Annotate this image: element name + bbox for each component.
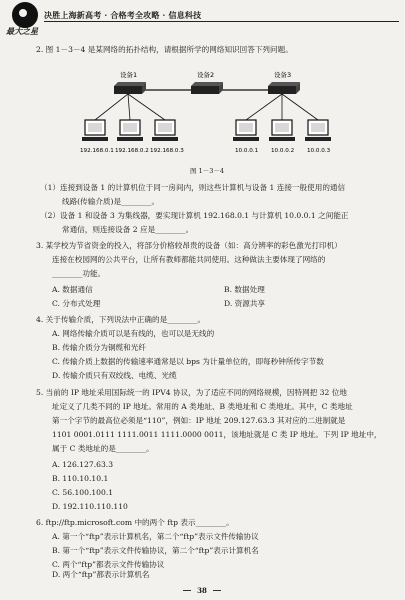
option-c: C. 两个“ftp”都表示文件传输协议 xyxy=(52,560,165,569)
computer-icon xyxy=(82,120,108,141)
host-label: 10.0.0.3 xyxy=(307,148,331,154)
computer-icon xyxy=(269,120,295,141)
option-b: B. 110.10.10.1 xyxy=(52,474,109,483)
option-b: B. 传输介质分为铜缆和光纤 xyxy=(52,343,146,352)
question-5-line: 5. 当前的 IP 地址采用国际统一的 IPV4 协议，为了适应不同的网络规模，因特网把 32 位地 xyxy=(36,388,347,397)
header-divider xyxy=(44,21,399,22)
option-d: D. 资源共享 xyxy=(224,299,266,308)
option-b: B. 数据处理 xyxy=(224,285,265,294)
option-d: D. 两个“ftp”都表示计算机名 xyxy=(52,570,150,579)
device-1 xyxy=(114,82,146,94)
host-label: 192.168.0.1 xyxy=(80,148,114,154)
page-number: 38 xyxy=(187,586,217,595)
option-d: D. 传输介质只有双绞线、电缆、光缆 xyxy=(52,371,177,380)
question-5-line: 属于 C 类地址的是________。 xyxy=(52,444,154,453)
brand-name: 最大之星 xyxy=(6,26,38,36)
question-5-line: 址定义了几类不同的 IP 地址。常用的 A 类地址、B 类地址和 C 类地址。其中，C 类地址 xyxy=(52,402,353,411)
computer-icon xyxy=(152,120,178,141)
option-a: A. 网络传输介质可以是有线的，也可以是无线的 xyxy=(52,329,215,338)
seal-icon xyxy=(12,2,38,28)
network-topology-diagram xyxy=(70,66,340,166)
computer-icon xyxy=(233,120,259,141)
computer-icon xyxy=(305,120,331,141)
question-3-stem: 3. 某学校为节省资金的投入，将部分价格较昂贵的设备（如：高分辨率的彩色激光打印机） xyxy=(36,241,342,250)
device-1-label: 设备1 xyxy=(120,71,138,79)
question-3-stem-cont: 连接在校园网的公共平台，让所有教师都能共同使用。这种做法主要体现了网络的 xyxy=(52,255,326,264)
question-6-stem: 6. ftp://ftp.microsoft.com 中的两个 ftp 表示________。 xyxy=(36,518,234,527)
book-title: 决胜上海新高考 · 合格考全攻略 · 信息科技 xyxy=(44,10,202,20)
figure-caption: 图 1－3－4 xyxy=(190,167,224,175)
device-2-label: 设备2 xyxy=(197,71,215,79)
option-a: A. 126.127.63.3 xyxy=(52,460,114,469)
host-label: 10.0.0.2 xyxy=(271,148,295,154)
question-2-sub-2: （2）设备 1 和设备 3 为集线器，要实现计算机 192.168.0.1 与计算机 10.0.0.1 之间能正 xyxy=(40,211,349,220)
option-c: C. 56.100.100.1 xyxy=(52,488,114,497)
question-3-stem-end: ________功能。 xyxy=(52,269,106,278)
host-label: 10.0.0.1 xyxy=(235,148,259,154)
question-2-stem: 2. 图 1－3－4 是某网络的拓扑结构，请根据所学的网络知识回答下列问题。 xyxy=(36,45,293,54)
question-2-sub-1-cont: 线路(传输介质)是________。 xyxy=(62,197,160,206)
question-4-stem: 4. 关于传输介质，下列说法中正确的是________。 xyxy=(36,315,206,324)
option-b: B. 第一个“ftp”表示文件传输协议，第二个“ftp”表示计算机名 xyxy=(52,546,259,555)
question-2-sub-2-cont: 常通信，则连接设备 2 应是________。 xyxy=(62,225,194,234)
option-d: D. 192.110.110.110 xyxy=(52,502,128,511)
question-2-sub-1: （1）连接到设备 1 的计算机位于同一房间内，则这些计算机与设备 1 连接一般使用的通信 xyxy=(40,183,346,192)
computer-icon xyxy=(117,120,143,141)
device-3-label: 设备3 xyxy=(274,71,292,79)
device-3 xyxy=(268,82,300,94)
host-label: 192.168.0.3 xyxy=(150,148,184,154)
option-c: C. 传输介质上数据的传输速率通常是以 bps 为计量单位的，即每秒钟所传字节数 xyxy=(52,357,324,366)
option-a: A. 第一个“ftp”表示计算机名，第二个“ftp”表示文件传输协议 xyxy=(52,532,259,541)
question-5-line: 1101 0001.0111 1111.0011 1111.0000 0011，该地址就是 C 类 IP 地址。下列 IP 地址中， xyxy=(52,430,382,439)
publisher-logo xyxy=(8,2,38,42)
option-a: A. 数据通信 xyxy=(52,285,93,294)
host-label: 192.168.0.2 xyxy=(115,148,149,154)
option-c: C. 分布式处理 xyxy=(52,299,101,308)
device-2 xyxy=(191,82,223,94)
question-5-line: 第一个字节的最高位必须是“110”，例如：IP 地址 209.127.63.3 其对应的二进制就是 xyxy=(52,416,346,425)
